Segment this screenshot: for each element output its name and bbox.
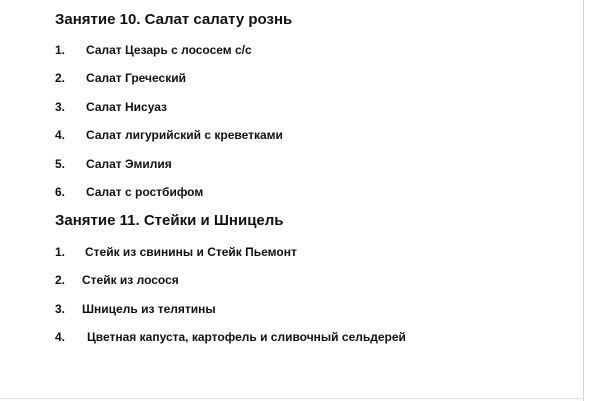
item-text: Шницель из телятины xyxy=(82,302,216,316)
lesson-11-title: Занятие 11. Стейки и Шницель xyxy=(55,212,284,229)
item-text: Салат Цезарь с лососем с/с xyxy=(86,43,252,57)
item-number: 2. xyxy=(55,71,66,85)
item-text: Салат с ростбифом xyxy=(86,185,204,199)
page-bottom-edge xyxy=(0,398,584,399)
lesson-10-title: Занятие 10. Салат салату рознь xyxy=(55,11,293,28)
item-text: Цветная капуста, картофель и сливочный сельдерей xyxy=(87,330,406,344)
item-text: Стейк из свинины и Стейк Пьемонт xyxy=(85,245,297,259)
item-text: Салат лигурийский с креветками xyxy=(86,128,283,142)
item-number: 5. xyxy=(55,157,66,171)
item-number: 2. xyxy=(55,273,66,287)
item-number: 1. xyxy=(55,43,66,57)
item-number: 6. xyxy=(55,185,66,199)
item-number: 4. xyxy=(55,128,66,142)
item-number: 3. xyxy=(55,302,66,316)
item-number: 1. xyxy=(55,245,66,259)
page-right-edge xyxy=(583,0,584,401)
item-text: Салат Нисуаз xyxy=(86,100,168,114)
item-text: Стейк из лосося xyxy=(82,273,179,287)
item-number: 4. xyxy=(55,330,66,344)
item-text: Салат Эмилия xyxy=(86,157,172,171)
item-text: Салат Греческий xyxy=(86,71,186,85)
item-number: 3. xyxy=(55,100,66,114)
